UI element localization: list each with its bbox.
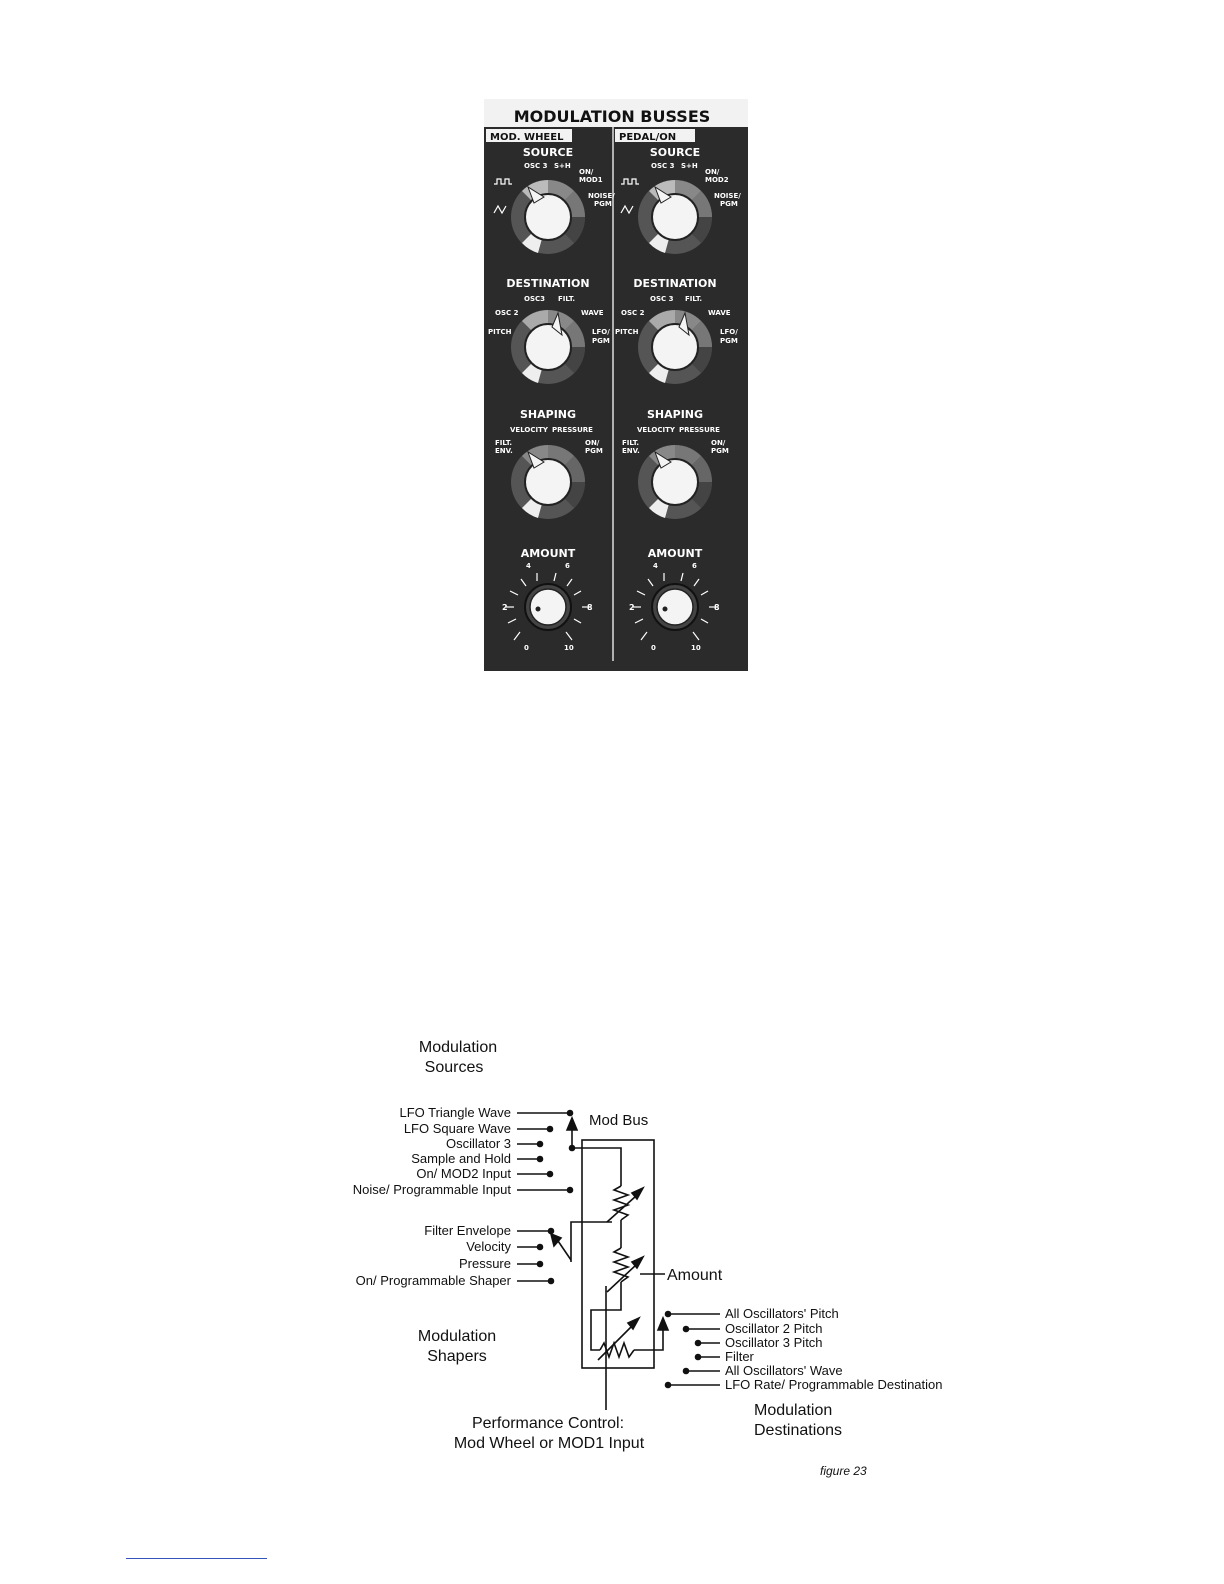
amount-scale-0: 0 xyxy=(524,644,529,652)
source-label-sh: S+H xyxy=(681,162,698,170)
footer-rule xyxy=(126,1558,267,1559)
amount-scale-10: 10 xyxy=(691,644,701,652)
shaping-label-velocity: VELOCITY xyxy=(637,426,675,434)
destination-label-osc3: OSC3 xyxy=(524,295,545,303)
destinations-list xyxy=(725,1306,942,1392)
destination-leads xyxy=(666,1312,721,1388)
panel-title: MODULATION BUSSES xyxy=(513,107,711,126)
amount-label: Amount xyxy=(667,1267,723,1284)
source-label-pgm: PGM xyxy=(720,200,738,208)
sources-title-line2: Sources xyxy=(424,1059,484,1076)
amount-scale-10: 10 xyxy=(564,644,574,652)
shaping-label-on: ON/ xyxy=(585,439,600,447)
amount-scale-2: 2 xyxy=(629,603,635,612)
amount-scale-0: 0 xyxy=(651,644,656,652)
figure-label: figure 23 xyxy=(820,1464,867,1478)
source-label-osc3: OSC 3 xyxy=(651,162,675,170)
source-label-osc3: OSC 3 xyxy=(524,162,548,170)
destination-label-osc2: OSC 2 xyxy=(495,309,519,317)
amount-heading: AMOUNT xyxy=(647,547,703,560)
amount-scale-4: 4 xyxy=(653,562,658,570)
shapers-title-line1: Modulation xyxy=(417,1328,497,1345)
source-heading: SOURCE xyxy=(522,146,574,159)
source-label-noise: NOISE/ xyxy=(588,192,615,200)
destination-label-pitch: PITCH xyxy=(488,328,512,336)
amount-scale-8: 8 xyxy=(714,603,720,612)
destination-label-filt: FILT. xyxy=(685,295,703,303)
destinations-title-line2: Destinations xyxy=(754,1422,843,1439)
source-selector-switch xyxy=(567,1118,577,1151)
destination-label-lfo: LFO/ xyxy=(720,328,738,336)
destination-item: All Oscillators' Pitch xyxy=(725,1306,839,1321)
shaping-heading: SHAPING xyxy=(646,408,704,421)
source-label-on: ON/ xyxy=(579,168,594,176)
destination-label-osc3: OSC 3 xyxy=(650,295,674,303)
shaper-item: Pressure xyxy=(458,1256,511,1271)
shapers-title-line2: Shapers xyxy=(427,1348,487,1365)
destination-label-pgm: PGM xyxy=(720,337,738,345)
source-label-on: ON/ xyxy=(705,168,720,176)
shaping-label-pgm: PGM xyxy=(585,447,603,455)
shaping-label-env: ENV. xyxy=(622,447,640,455)
amount-heading: AMOUNT xyxy=(520,547,576,560)
sources-title-line1: Modulation xyxy=(418,1039,498,1056)
destination-heading: DESTINATION xyxy=(633,277,717,290)
destination-label-osc2: OSC 2 xyxy=(621,309,645,317)
amount-scale-4: 4 xyxy=(526,562,531,570)
destination-label-filt: FILT. xyxy=(558,295,576,303)
destination-label-pitch: PITCH xyxy=(615,328,639,336)
shaping-label-pressure: PRESSURE xyxy=(679,426,720,434)
shaping-label-filt: FILT. xyxy=(622,439,640,447)
mod-bus-label: Mod Bus xyxy=(589,1112,649,1129)
amount-scale-6: 6 xyxy=(565,562,570,570)
shaping-heading: SHAPING xyxy=(519,408,577,421)
destination-item: All Oscillators' Wave xyxy=(725,1363,843,1378)
shaping-label-velocity: VELOCITY xyxy=(510,426,548,434)
tab-pedal-on-label: PEDAL/ON xyxy=(619,132,677,143)
source-label-mod2: MOD2 xyxy=(705,176,729,184)
source-item: LFO Square Wave xyxy=(403,1121,511,1136)
performance-label-line2: Mod Wheel or MOD1 Input xyxy=(453,1435,645,1452)
destination-item: LFO Rate/ Programmable Destination xyxy=(725,1377,943,1392)
destination-label-lfo: LFO/ xyxy=(592,328,610,336)
destination-item: Oscillator 2 Pitch xyxy=(725,1321,823,1336)
shaper-item: Filter Envelope xyxy=(424,1223,511,1238)
source-label-mod1: MOD1 xyxy=(579,176,603,184)
shaper-item: On/ Programmable Shaper xyxy=(355,1273,511,1288)
destination-label-pgm: PGM xyxy=(592,337,610,345)
amount-scale-8: 8 xyxy=(587,603,593,612)
mod-bus-wiring xyxy=(571,1148,663,1410)
source-leads xyxy=(517,1111,573,1193)
destination-item: Filter xyxy=(725,1349,754,1364)
shaper-leads xyxy=(517,1229,571,1284)
source-label-sh: S+H xyxy=(554,162,571,170)
shaping-label-pgm: PGM xyxy=(711,447,729,455)
performance-label-line1: Performance Control: xyxy=(471,1415,625,1432)
shaping-label-on: ON/ xyxy=(711,439,726,447)
source-item: On/ MOD2 Input xyxy=(416,1166,511,1181)
amount-scale-6: 6 xyxy=(692,562,697,570)
source-item: Sample and Hold xyxy=(411,1151,511,1166)
source-label-noise: NOISE/ xyxy=(714,192,741,200)
shaping-label-pressure: PRESSURE xyxy=(552,426,593,434)
destination-heading: DESTINATION xyxy=(506,277,590,290)
destinations-title-line1: Modulation xyxy=(754,1402,833,1419)
source-item: Noise/ Programmable Input xyxy=(352,1182,511,1197)
shapers-list xyxy=(356,1223,512,1288)
amount-scale-2: 2 xyxy=(502,603,508,612)
source-item: Oscillator 3 xyxy=(445,1136,511,1151)
destination-item: Oscillator 3 Pitch xyxy=(725,1335,823,1350)
shaper-item: Velocity xyxy=(466,1239,511,1254)
sources-list xyxy=(353,1105,512,1197)
source-heading: SOURCE xyxy=(649,146,701,159)
shaping-label-filt: FILT. xyxy=(495,439,513,447)
source-label-pgm: PGM xyxy=(594,200,612,208)
shaping-label-env: ENV. xyxy=(495,447,513,455)
destination-label-wave: WAVE xyxy=(581,309,604,317)
destination-label-wave: WAVE xyxy=(708,309,731,317)
source-item: LFO Triangle Wave xyxy=(399,1105,511,1120)
tab-mod-wheel-label: MOD. WHEEL xyxy=(490,132,564,143)
